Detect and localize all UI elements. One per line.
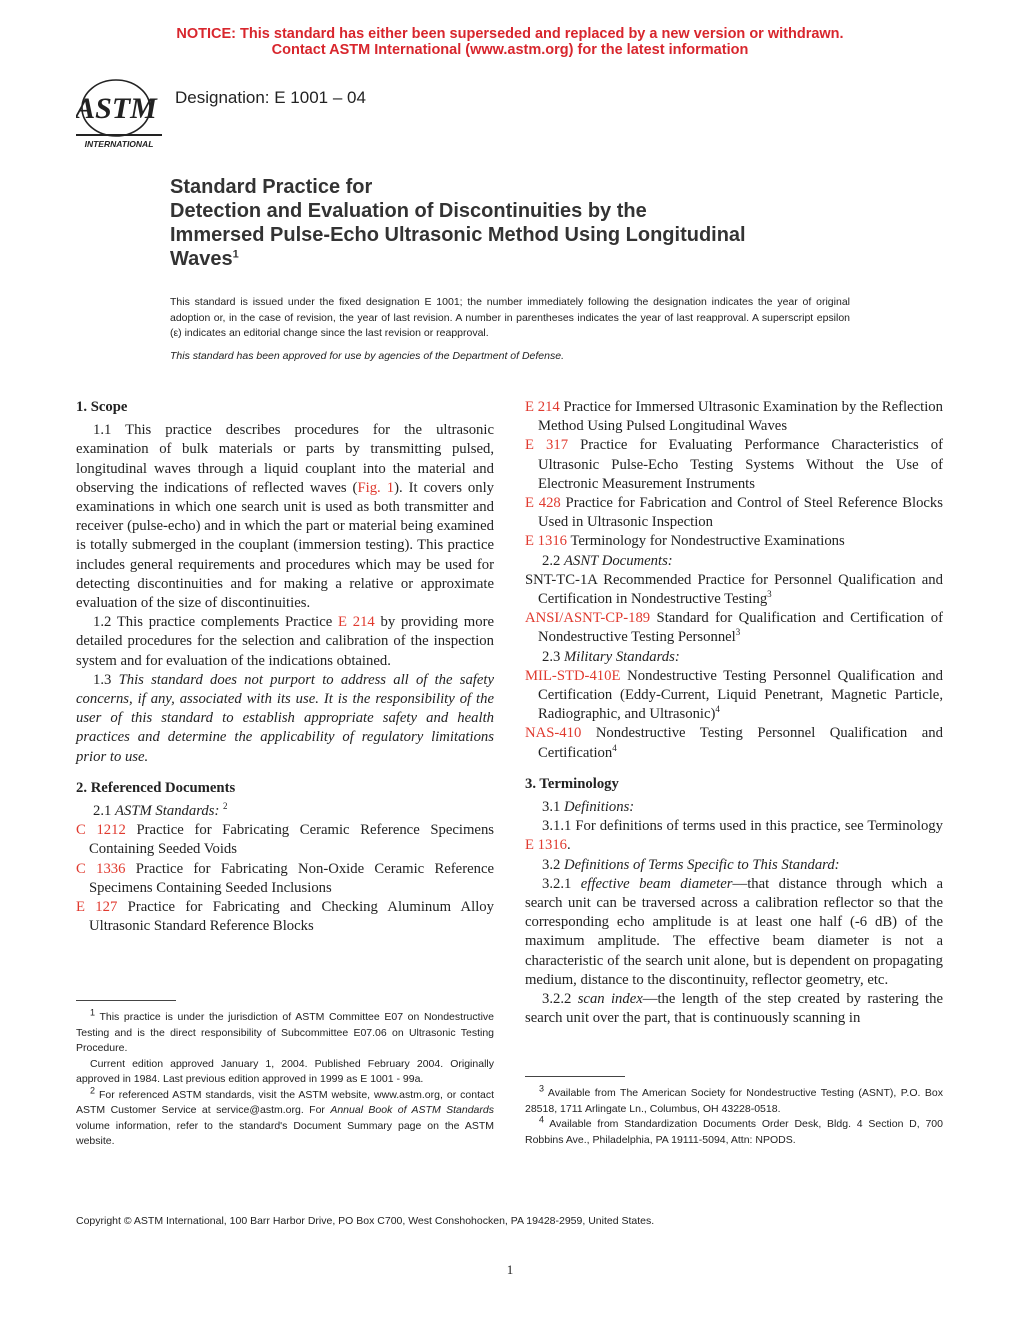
document-title xyxy=(170,175,870,271)
astm-logo xyxy=(76,76,162,152)
paragraph-2-1: 2.1 ASTM Standards: $^2$ xyxy=(93,801,228,820)
ref-code-link[interactable]: ANSI/ASNT-CP-189 xyxy=(525,610,651,627)
paragraph-1-1: 1.1 This practice describes procedures for the ultrasonic examination of bulk materials or parts by transmitting pulsed, longitudinal waves through a liquid couplant into the material and observing the indications of reflected waves (Fig. 1). It covers only examinations in which one search unit is used as both transmitter and receiver (pulse-echo) and in which the part or material being examined is totally submerged in the couplant (immersion testing). This practice includes general requirements and procedures which may be used for detecting discontinuities and for making a relative or approximate evaluation of the size of discontinuities. xyxy=(76,422,495,612)
paragraph-3-1-1: 3.1.1 For definitions of terms used in this practice, see Terminology E 1316. xyxy=(525,818,943,854)
footnote-divider-left xyxy=(76,1000,176,1001)
paragraph-2-2: 2.2 ASNT Documents: xyxy=(542,552,673,569)
ref-code-link[interactable]: E 317 xyxy=(525,437,569,454)
paragraph-3-1: 3.1 Definitions: xyxy=(542,799,635,816)
ref-code-link[interactable]: E 127 xyxy=(76,899,118,916)
footnote-divider-right xyxy=(525,1076,625,1077)
ref-code-link[interactable]: C 1336 xyxy=(76,860,126,877)
paragraph-3-2: 3.2 Definitions of Terms Specific to This Standard: xyxy=(542,856,840,873)
ref-c1336: C 1336 Practice for Fabricating Non-Oxide Ceramic Reference Specimens Containing Seeded Inclusions xyxy=(76,860,494,896)
designation: Designation: E 1001 – 04 xyxy=(175,88,366,107)
ref-e214: E 214 Practice for Immersed Ultrasonic Examination by the Reflection Method Using Pulsed Longitudinal Waves xyxy=(525,399,943,435)
ref-code-link[interactable]: E 428 xyxy=(525,495,561,512)
e1316-link[interactable]: E 1316 xyxy=(525,837,568,854)
ref-c1212: C 1212 Practice for Fabricating Ceramic Reference Specimens Containing Seeded Voids xyxy=(76,822,495,858)
paragraph-2-3: 2.3 Military Standards: xyxy=(542,648,680,665)
e214-link[interactable]: E 214 xyxy=(338,614,375,631)
ref-snt-tc-1a: SNT-TC-1A Recommended Practice for Personnel Qualification and Certification in Nondestructive Testing$^3$ xyxy=(525,571,943,608)
ref-ansi-asnt-cp-189: ANSI/ASNT-CP-189 Standard for Qualification and Certification of Nondestructive Testing Personnel$^3$ xyxy=(525,610,943,646)
section-heading-referenced-documents: 2. Referenced Documents xyxy=(76,779,236,796)
ref-e1316: E 1316 Terminology for Nondestructive Examinations xyxy=(525,533,845,550)
paragraph-3-2-2: 3.2.2 scan index—the length of the step created by rastering the search unit over the part, that is continuously scanning in xyxy=(525,991,944,1027)
paragraph-1-3: 1.3 This standard does not purport to address all of the safety concerns, if any, associated with its use. It is the responsibility of the user of this standard to establish appropriate safety and health practices and determine the applicability of regulatory limitations prior to use. xyxy=(76,671,495,765)
fig-1-link[interactable]: Fig. 1 xyxy=(357,479,395,496)
ref-e317: E 317 Practice for Evaluating Performance Characteristics of Ultrasonic Pulse-Echo Testing Systems Without the Use of Electronic Measurement Instruments xyxy=(525,437,943,492)
footnotes-left xyxy=(76,1007,495,1150)
footnote-2: $^2$ For referenced ASTM standards, visit the ASTM website, www.astm.org, or contact ASTM Customer Service at service@astm.org. For Annual Book of ASTM Standards volume information, refer to the standard's Document Summary page on the ASTM website. xyxy=(76,1085,495,1147)
footnote-1: $^1$ This practice is under the jurisdiction of ASTM Committee E07 on Nondestructive Testing and is the direct responsibility of Subcommittee E07.06 on Ultrasonic Testing Procedure. xyxy=(76,1007,494,1054)
footnote-3: $^3$ Available from The American Society for Nondestructive Testing (ASNT), P.O. Box 28518, 1711 Arlingate Ln., Columbus, OH 43228-0518. xyxy=(525,1083,943,1115)
ref-e127: E 127 Practice for Fabricating and Checking Aluminum Alloy Ultrasonic Standard Reference Blocks xyxy=(76,899,494,935)
title-footnote-mark: 1 xyxy=(232,248,239,261)
footnote-4: $^4$ Available from Standardization Documents Order Desk, Bldg. 4 Section D, 700 Robbins Ave., Philadelphia, PA 19111-5094, Attn: NPODS. xyxy=(525,1114,943,1146)
section-heading-scope: 1. Scope xyxy=(76,399,128,415)
notice-line-1: NOTICE: This standard has either been superseded and replaced by a new version or withdrawn. xyxy=(176,26,844,42)
withdrawal-notice xyxy=(0,26,1020,58)
dod-approval-note: This standard has been approved for use by agencies of the Department of Defense. xyxy=(170,350,564,362)
ref-code-link[interactable]: E 214 xyxy=(525,399,560,415)
title-line-4: Waves$^1$ xyxy=(170,248,239,270)
issuance-note: This standard is issued under the fixed designation E 1001; the number immediately following the designation indicates the year of original adoption or, in the case of revision, the year of last revision. A number in parentheses indicates the year of last reapproval. A superscript epsilon (ε) indicates an editorial change since the last revision or reapproval. xyxy=(170,296,850,339)
ref-code-link[interactable]: C 1212 xyxy=(76,822,126,839)
svg-text:INTERNATIONAL: INTERNATIONAL xyxy=(84,139,154,149)
section-heading-terminology: 3. Terminology xyxy=(525,775,619,792)
paragraph-3-2-1: 3.2.1 effective beam diameter—that distance through which a search unit can be traversed across a calibration reflector so that the corresponding echo amplitude is at least one half (-6 dB) of the maximum amplitude. The effective beam diameter is not a characteristic of the search unit alone, but is dependent on propagating medium, distance to the discontinuity, reflector geometry, etc. xyxy=(525,875,943,988)
left-column xyxy=(76,398,494,936)
copyright-line: Copyright © ASTM International, 100 Barr Harbor Drive, PO Box C700, West Conshohocken, PA 19428-2959, United States. xyxy=(76,1215,655,1227)
ref-code-link[interactable]: NAS-410 xyxy=(525,725,582,742)
title-line-1: Standard Practice for xyxy=(170,176,373,198)
notice-line-2: Contact ASTM International (www.astm.org) for the latest information xyxy=(271,42,749,58)
right-column xyxy=(525,398,943,1029)
paragraph-1-2: 1.2 This practice complements Practice E 214 by providing more detailed procedures for the selection and calibration of the inspection system and for evaluation of the indications obtained. xyxy=(76,614,494,669)
footnote-1-edition: Current edition approved January 1, 2004. Published February 2004. Originally approved in 1984. Last previous edition approved in 1999 as E 1001 - 99a. xyxy=(76,1057,494,1085)
title-line-3: Immersed Pulse-Echo Ultrasonic Method Using Longitudinal xyxy=(170,224,746,246)
ref-code-link[interactable]: MIL-STD-410E xyxy=(525,667,621,684)
page-number: 1 xyxy=(506,1262,514,1277)
ref-nas-410: NAS-410 Nondestructive Testing Personnel Qualification and Certification$^4$ xyxy=(525,725,943,761)
ref-e428: E 428 Practice for Fabrication and Control of Steel Reference Blocks Used in Ultrasonic Inspection xyxy=(525,495,943,531)
title-line-2: Detection and Evaluation of Discontinuities by the xyxy=(170,200,647,222)
svg-text:ASTM: ASTM xyxy=(76,92,157,125)
ref-code-link[interactable]: E 1316 xyxy=(525,533,568,550)
footnotes-right xyxy=(525,1083,943,1148)
ref-mil-std-410e: MIL-STD-410E Nondestructive Testing Personnel Qualification and Certification (Eddy-Current, Liquid Penetrant, Magnetic Particle, Radiographic, and Ultrasonic)$^4$ xyxy=(525,667,943,723)
